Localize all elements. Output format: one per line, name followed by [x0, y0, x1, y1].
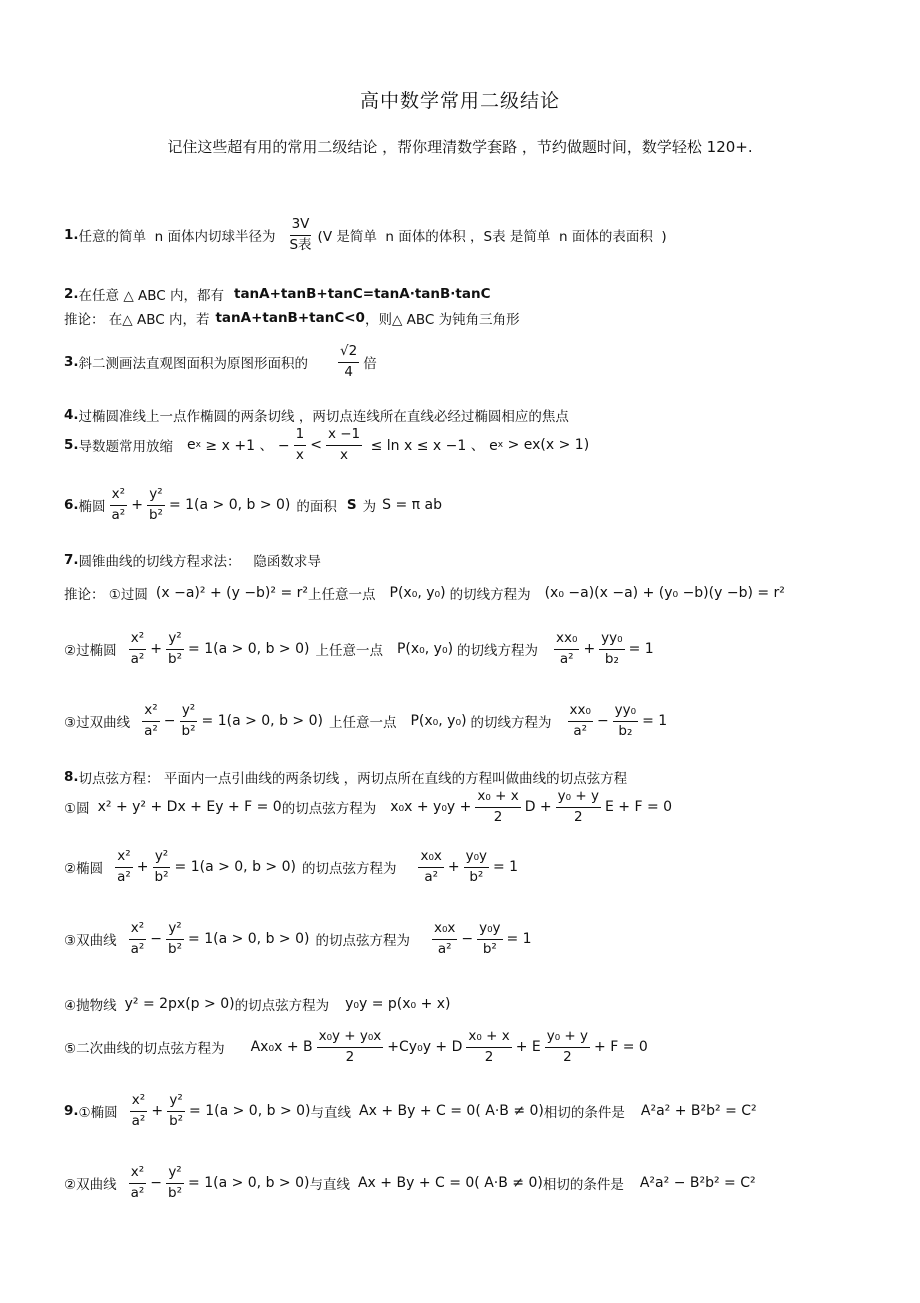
formula: tanA+tanB+tanC=tanA·tanB·tanC: [233, 286, 491, 302]
item-2: [64, 284, 491, 304]
item-number: 8.: [64, 769, 79, 785]
item-8-parabola: ④抛物线 y² = 2px(p > 0) 的切点弦方程为 y₀y = p(x₀ + x): [64, 996, 451, 1014]
item-8-hyperbola: ③双曲线 $\frac{\text{x²}}{\text{a²}}$ − $\frac{\text{y²}}{\text{b²}}$ = 1(a > 0, b > 0) 的切点弦方程为 $\frac{\text{x₀x}}{\text{a²}}$ − $\frac{\text{y₀y}}{\text{b²}}$ = 1: [64, 920, 532, 957]
item-5: 5. 导数题常用放缩 e x ≥ x +1 、 − $\frac{1}{x}$ < $\frac{x -1}{x}$ ≤ ln x ≤ x −1 、 e x > ex(x > 1): [64, 426, 590, 463]
formula: tanA+tanB+tanC<0: [215, 310, 365, 326]
item-text: 倍: [363, 356, 377, 372]
item-text: 斜二测画法直观图面积为原图形面积的: [78, 356, 309, 372]
page-title: 高中数学常用二级结论: [359, 90, 560, 112]
item-8-circle: ①圆 x² + y² + Dx + Ey + F = 0 的切点弦方程为 x₀x + y₀y + $\frac{\text{x₀ + x}}{2}$ D + $\frac{\text{y₀ + y}}{2}$ E + F = 0: [64, 788, 673, 825]
item-number: 7.: [64, 552, 79, 568]
item-text: 椭圆: [78, 499, 106, 515]
item-9-ellipse: 9. ①椭圆 $\frac{\text{x²}}{\text{a²}}$ + $\frac{\text{y²}}{\text{b²}}$ = 1(a > 0, b > 0) 与直线 Ax + By + C = 0( A·B ≠ 0) 相切的条件是 A²a² + B²b² = C²: [64, 1092, 757, 1129]
fraction: $\frac{x -1}{x}$: [327, 426, 361, 463]
fraction: $\frac{3V}{\text{S表}}$: [289, 216, 312, 253]
item-number: 6.: [64, 497, 79, 513]
item-text: ，则△ ABC 为钝角三角形: [364, 312, 520, 328]
item-7-hyperbola: ③过双曲线 $\frac{\text{x²}}{\text{a²}}$ − $\frac{\text{y²}}{\text{b²}}$ = 1(a > 0, b > 0) 上任意一点 P(x₀, y₀) 的切线方程为 $\frac{\text{xx₀}}{\text{a²}}$ − $\frac{\text{yy₀}}{\text{b₂}}$ = 1: [64, 702, 668, 739]
item-3: [64, 345, 377, 379]
item-7: [64, 550, 321, 570]
item-text: 导数题常用放缩: [78, 439, 174, 455]
item-6: 6. 椭圆 $\frac{\text{x²}}{\text{a²}}$ + $\frac{\text{y²}}{\text{b²}}$ = 1(a > 0, b > 0) 的面积 S 为 S = π ab: [64, 486, 443, 523]
item-text: 任意的简单 n 面体内切球半径为: [78, 229, 276, 245]
item-number: 3.: [64, 354, 79, 370]
fraction: $\frac{1}{x}$: [295, 426, 305, 463]
item-2-inference: [64, 308, 520, 328]
item-7-ellipse: ②过椭圆 $\frac{\text{x²}}{\text{a²}}$ + $\frac{\text{y²}}{\text{b²}}$ = 1(a > 0, b > 0) 上任意一点 P(x₀, y₀) 的切线方程为 $\frac{\text{xx₀}}{\text{a²}}$ + $\frac{\text{yy₀}}{\text{b₂}}$ = 1: [64, 630, 654, 667]
item-text: 过椭圆准线上一点作椭圆的两条切线 ，两切点连线所在直线必经过椭圆相应的焦点: [78, 409, 569, 425]
item-number: 2.: [64, 286, 79, 302]
item-number: 4.: [64, 407, 79, 423]
item-text: 推论： 在△ ABC 内，若: [64, 312, 210, 328]
fraction: $\frac{\text{x²}}{\text{a²}}$: [111, 486, 126, 523]
fraction: $\frac{\text{y²}}{\text{b²}}$: [148, 486, 163, 523]
item-text: 圆锥曲线的切线方程求法： 隐函数求导: [78, 554, 321, 570]
item-9-hyperbola: ②双曲线 $\frac{\text{x²}}{\text{a²}}$ − $\frac{\text{y²}}{\text{b²}}$ = 1(a > 0, b > 0) 与直线 Ax + By + C = 0( A·B ≠ 0) 相切的条件是 A²a² − B²b² = C²: [64, 1164, 756, 1201]
item-text: 在任意 △ ABC 内，都有: [78, 288, 224, 304]
fraction: $\frac{√2}{4}$: [340, 343, 358, 380]
item-7-circle: 推论： ①过圆 (x −a)² + (y −b)² = r² 上任意一点 P(x₀, y₀) 的切线方程为 (x₀ −a)(x −a) + (y₀ −b)(y −b) = r²: [64, 585, 785, 603]
page-subtitle: 记住这些超有用的常用二级结论 ，帮你理清数学套路 ，节约做题时间，数学轻松 120+.: [167, 138, 753, 156]
item-8-ellipse: ②椭圆 $\frac{\text{x²}}{\text{a²}}$ + $\frac{\text{y²}}{\text{b²}}$ = 1(a > 0, b > 0) 的切点弦方程为 $\frac{\text{x₀x}}{\text{a²}}$ + $\frac{\text{y₀y}}{\text{b²}}$ = 1: [64, 848, 519, 885]
item-number: 1.: [64, 227, 79, 243]
item-text: 切点弦方程： 平面内一点引曲线的两条切线 ，两切点所在直线的方程叫做曲线的切点弦方程: [78, 771, 628, 787]
item-8: [64, 767, 627, 787]
item-1: [64, 218, 667, 252]
item-number: 9.: [64, 1103, 79, 1119]
item-text: (V 是简单 n 面体的体积 ，S表 是简单 n 面体的表面积 ): [317, 229, 667, 245]
item-number: 5.: [64, 437, 79, 453]
item-8-conic: ⑤二次曲线的切点弦方程为 Ax₀x + B $\frac{\text{x₀y + y₀x}}{2}$ +Cy₀y + D $\frac{\text{x₀ + x}}{2}$ + E $\frac{\text{y₀ + y}}{2}$ + F = 0: [64, 1028, 648, 1065]
item-4: [64, 405, 569, 425]
